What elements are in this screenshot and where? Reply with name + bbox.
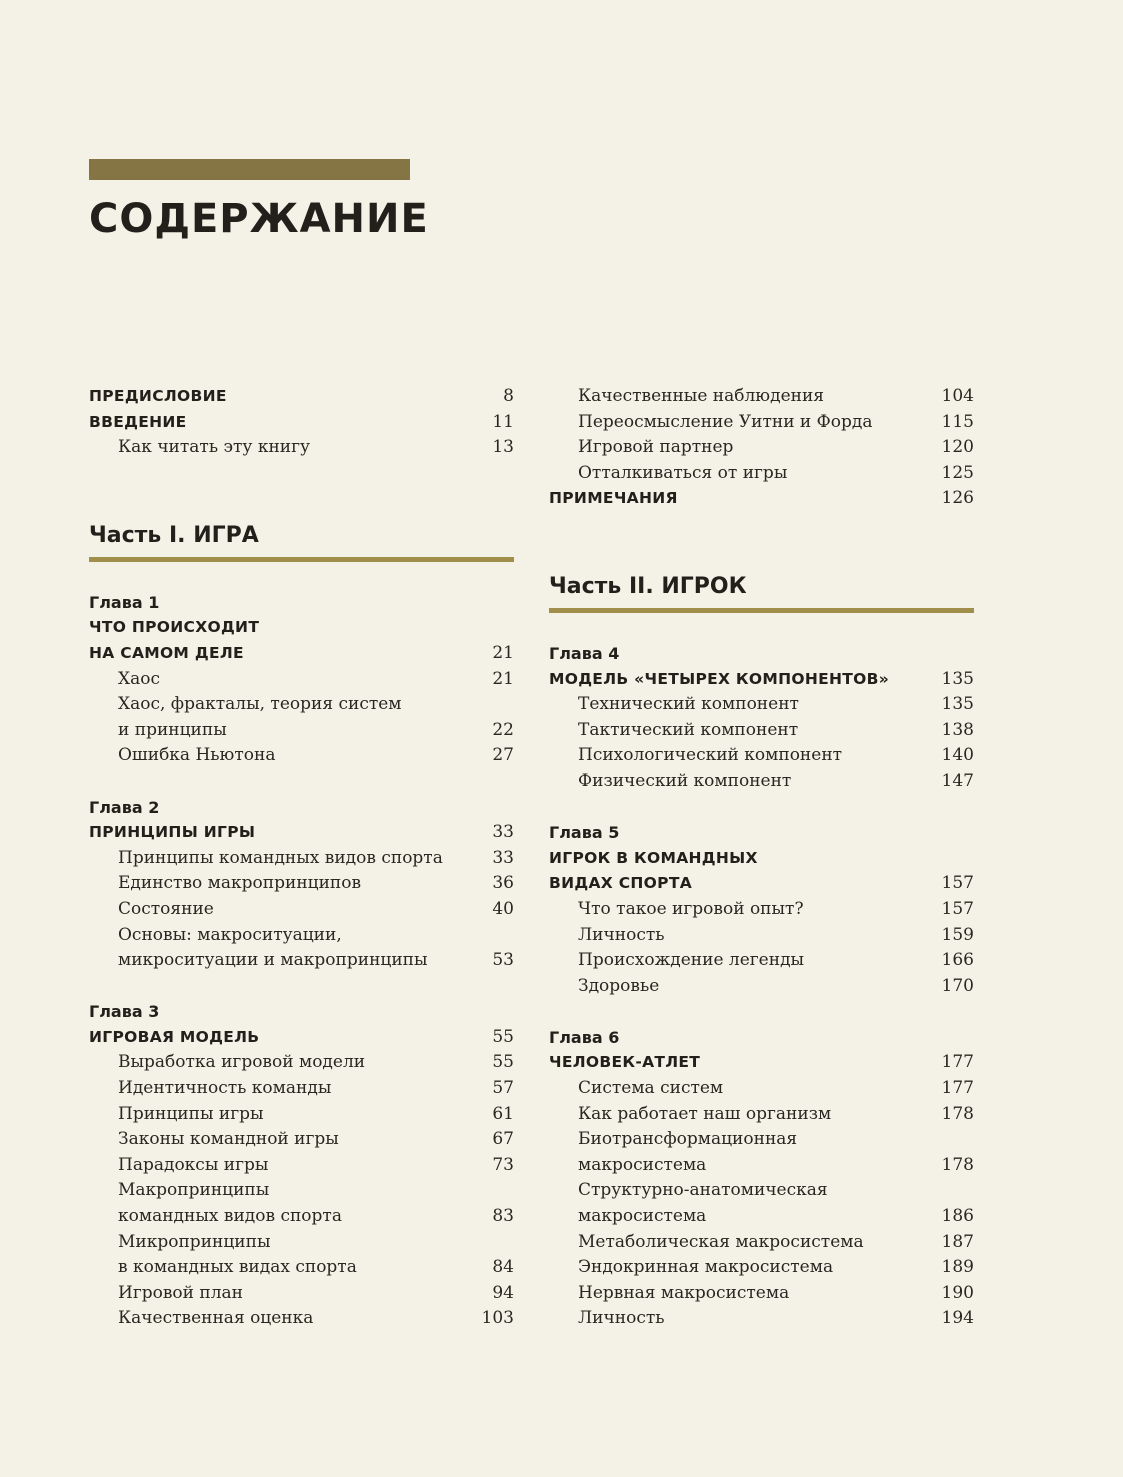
toc-entry-label: Тактический компонент (578, 719, 799, 740)
chapter-title-line[interactable] (89, 1025, 514, 1051)
toc-page-number: 178 (941, 1103, 974, 1124)
toc-entry[interactable] (549, 948, 974, 974)
toc-entry-label: Как читать эту книгу (118, 437, 311, 458)
toc-entry-label: Метаболическая макросистема (578, 1231, 864, 1252)
part-title: Часть II. ИГРОК (549, 573, 747, 599)
toc-entry[interactable] (549, 461, 974, 487)
toc-entry[interactable] (89, 718, 514, 744)
toc-entry[interactable] (549, 435, 974, 461)
toc-entry[interactable] (89, 1255, 514, 1281)
chapter-label (89, 590, 514, 616)
toc-entry[interactable] (549, 1204, 974, 1230)
chapter-title-line[interactable] (89, 820, 514, 846)
toc-entry[interactable] (89, 1178, 514, 1204)
toc-entry-label: Что такое игровой опыт? (578, 898, 804, 919)
toc-entry-label: Парадоксы игры (118, 1154, 269, 1175)
toc-entry[interactable] (549, 923, 974, 949)
toc-entry[interactable] (89, 667, 514, 693)
toc-entry[interactable] (89, 1050, 514, 1076)
toc-page-number: 73 (492, 1154, 514, 1175)
chapter-title-line[interactable] (549, 871, 974, 897)
toc-entry-label: Принципы игры (118, 1103, 264, 1124)
toc-entry-label: Личность (578, 1308, 665, 1329)
toc-entry-label: Физический компонент (578, 770, 792, 791)
chapter-title-line[interactable] (89, 615, 514, 641)
toc-entry-label: Как работает наш организм (578, 1103, 832, 1124)
chapter-label (549, 641, 974, 667)
toc-entry[interactable] (89, 897, 514, 923)
toc-entry[interactable] (549, 1076, 974, 1102)
toc-page-number: 36 (492, 873, 514, 894)
toc-page-number: 104 (941, 386, 974, 406)
toc-entry[interactable] (549, 769, 974, 795)
toc-entry-label: Игровой партнер (578, 437, 734, 458)
toc-entry[interactable] (89, 923, 514, 949)
toc-entry-label: ВВЕДЕНИЕ (89, 412, 187, 431)
toc-entry-label: Качественные наблюдения (578, 386, 825, 406)
toc-entry-label: Технический компонент (578, 694, 799, 715)
toc-entry[interactable] (89, 1076, 514, 1102)
toc-page-number: 126 (941, 488, 974, 509)
toc-page-number: 147 (941, 770, 974, 791)
toc-entry[interactable] (549, 384, 974, 410)
toc-entry[interactable] (549, 1230, 974, 1256)
toc-entry-label: Состояние (118, 898, 214, 919)
toc-entry-label: макросистема (578, 1154, 707, 1175)
chapter-number: Глава 3 (89, 1002, 160, 1022)
toc-entry[interactable] (549, 974, 974, 1000)
toc-entry-how-to-read[interactable] (89, 435, 514, 461)
toc-entry[interactable] (89, 743, 514, 769)
toc-page-number: 138 (941, 719, 974, 740)
chapter-number: Глава 6 (549, 1027, 620, 1047)
toc-entry-label: ПРИМЕЧАНИЯ (549, 489, 678, 508)
toc-entry-label: Основы: макроситуации, (118, 924, 342, 945)
toc-entry[interactable] (549, 1306, 974, 1332)
toc-page-number: 135 (941, 694, 974, 715)
toc-entry[interactable] (549, 718, 974, 744)
toc-page-number: 187 (941, 1231, 974, 1252)
chapter-number: Глава 4 (549, 643, 620, 663)
chapter-number: Глава 2 (89, 797, 160, 817)
toc-page-number: 115 (941, 411, 974, 432)
toc-page-number: 94 (492, 1282, 514, 1303)
toc-page-number: 125 (941, 462, 974, 483)
toc-page-number: 135 (941, 668, 974, 689)
toc-entry-label: ЧЕЛОВЕК-АТЛЕТ (549, 1053, 701, 1072)
title-accent-bar (89, 159, 410, 180)
toc-page-number: 33 (492, 847, 514, 868)
toc-page-number: 13 (492, 437, 514, 458)
toc-entry[interactable] (549, 1153, 974, 1179)
toc-entry[interactable] (549, 1102, 974, 1128)
chapter-title-line[interactable] (89, 641, 514, 667)
toc-entry[interactable] (549, 1178, 974, 1204)
toc-entry-label: Переосмысление Уитни и Форда (578, 411, 873, 432)
part-rule (549, 608, 974, 613)
toc-entry-label: Ошибка Ньютона (118, 745, 276, 766)
toc-entry-preface[interactable] (89, 384, 514, 410)
toc-entry[interactable] (549, 1255, 974, 1281)
toc-entry-label: ИГРОК В КОМАНДНЫХ (549, 848, 758, 867)
chapter-title-line[interactable] (549, 846, 974, 872)
toc-page-number: 27 (492, 745, 514, 766)
part-heading-1 (89, 514, 514, 562)
toc-entry-introduction[interactable] (89, 410, 514, 436)
toc-entry-label: Психологический компонент (578, 745, 843, 766)
toc-entry-label: ЧТО ПРОИСХОДИТ (89, 618, 260, 637)
chapter-title-line[interactable] (549, 1050, 974, 1076)
toc-entry-label: макросистема (578, 1206, 707, 1227)
toc-entry-label: Выработка игровой модели (118, 1052, 366, 1073)
part-heading-2 (549, 565, 974, 613)
toc-page-number: 8 (503, 386, 514, 406)
toc-page-number: 157 (941, 873, 974, 894)
toc-page-number: 189 (941, 1257, 974, 1278)
page-title: СОДЕРЖАНИЕ (89, 196, 429, 242)
toc-page-number: 177 (941, 1078, 974, 1099)
toc-page-number: 157 (941, 898, 974, 919)
toc-entry-notes[interactable] (549, 486, 974, 512)
toc-page-number: 159 (941, 924, 974, 945)
toc-page-number: 21 (492, 668, 514, 689)
toc-entry[interactable] (89, 871, 514, 897)
toc-entry[interactable] (549, 743, 974, 769)
toc-entry-label: ПРЕДИСЛОВИЕ (89, 387, 227, 405)
toc-entry[interactable] (89, 1230, 514, 1256)
chapter-label (549, 820, 974, 846)
toc-page-number: 186 (941, 1206, 974, 1227)
toc-page-number: 194 (941, 1308, 974, 1329)
toc-entry-label: Отталкиваться от игры (578, 462, 788, 483)
toc-right-column (549, 384, 974, 1332)
toc-entry-label: Идентичность команды (118, 1078, 332, 1099)
toc-entry-label: командных видов спорта (118, 1206, 342, 1227)
toc-entry-label: Биотрансформационная (578, 1129, 798, 1150)
toc-entry-label: Хаос (118, 668, 160, 689)
toc-page-number: 53 (492, 950, 514, 971)
chapter-label (549, 1025, 974, 1051)
toc-page-number: 120 (941, 437, 974, 458)
toc-entry[interactable] (89, 1306, 514, 1332)
toc-entry-label: Хаос, фракталы, теория систем (118, 694, 402, 715)
toc-page-number: 103 (481, 1308, 514, 1329)
toc-page-number: 140 (941, 745, 974, 766)
toc-page-number: 61 (492, 1103, 514, 1124)
toc-entry-label: Игровой план (118, 1282, 243, 1303)
toc-entry-label: Законы командной игры (118, 1129, 339, 1150)
toc-page-number: 170 (941, 975, 974, 996)
chapter-title-line[interactable] (549, 667, 974, 693)
toc-page-number: 177 (941, 1052, 974, 1073)
toc-entry-label: ИГРОВАЯ МОДЕЛЬ (89, 1027, 260, 1046)
toc-left-column (89, 384, 514, 1332)
toc-entry-label: Происхождение легенды (578, 950, 805, 971)
toc-entry[interactable] (89, 692, 514, 718)
toc-entry-label: МОДЕЛЬ «ЧЕТЫРЕХ КОМПОНЕНТОВ» (549, 669, 890, 688)
toc-entry-label: Макропринципы (118, 1180, 270, 1201)
toc-page-number: 21 (492, 642, 514, 663)
toc-entry-label: микроситуации и макропринципы (118, 950, 428, 971)
toc-entry[interactable] (89, 1153, 514, 1179)
toc-page-number: 55 (492, 1026, 514, 1047)
toc-page-number: 22 (492, 719, 514, 740)
toc-entry[interactable] (549, 897, 974, 923)
toc-entry[interactable] (89, 846, 514, 872)
toc-page-number: 67 (492, 1129, 514, 1150)
toc-entry[interactable] (89, 1102, 514, 1128)
toc-entry-label: Система систем (578, 1078, 724, 1099)
toc-entry-label: Эндокринная макросистема (578, 1257, 834, 1278)
toc-entry[interactable] (89, 1281, 514, 1307)
toc-entry-label: Структурно-анатомическая (578, 1180, 828, 1201)
part-rule (89, 557, 514, 562)
toc-page-number: 83 (492, 1206, 514, 1227)
chapter-label (89, 795, 514, 821)
toc-entry[interactable] (89, 1204, 514, 1230)
toc-entry[interactable] (549, 410, 974, 436)
toc-page-number: 190 (941, 1282, 974, 1303)
toc-page-number: 166 (941, 950, 974, 971)
toc-entry-label: ПРИНЦИПЫ ИГРЫ (89, 823, 256, 842)
chapter-number: Глава 5 (549, 823, 620, 843)
toc-entry-label: Микропринципы (118, 1231, 271, 1252)
toc-entry[interactable] (549, 1281, 974, 1307)
toc-page-number: 84 (492, 1257, 514, 1278)
toc-page-number: 33 (492, 822, 514, 843)
chapter-label (89, 999, 514, 1025)
toc-entry-label: Личность (578, 924, 665, 945)
toc-entry-label: Качественная оценка (118, 1308, 314, 1329)
toc-entry[interactable] (549, 692, 974, 718)
toc-page-number: 11 (492, 411, 514, 432)
toc-entry-label: ВИДАХ СПОРТА (549, 874, 692, 893)
toc-entry[interactable] (89, 1127, 514, 1153)
toc-entry-label: в командных видах спорта (118, 1257, 357, 1278)
toc-page-number: 55 (492, 1052, 514, 1073)
toc-page-number: 40 (492, 898, 514, 919)
toc-page-number: 178 (941, 1154, 974, 1175)
toc-entry-label: Принципы командных видов спорта (118, 847, 443, 868)
toc-page-number: 57 (492, 1078, 514, 1099)
toc-entry[interactable] (89, 948, 514, 974)
toc-entry-label: Единство макропринципов (118, 873, 362, 894)
toc-entry-label: НА САМОМ ДЕЛЕ (89, 643, 244, 662)
toc-entry[interactable] (549, 1127, 974, 1153)
part-title: Часть I. ИГРА (89, 522, 259, 548)
chapter-number: Глава 1 (89, 592, 160, 612)
toc-entry-label: Здоровье (578, 975, 660, 996)
toc-entry-label: Нервная макросистема (578, 1282, 790, 1303)
toc-entry-label: и принципы (118, 719, 227, 740)
